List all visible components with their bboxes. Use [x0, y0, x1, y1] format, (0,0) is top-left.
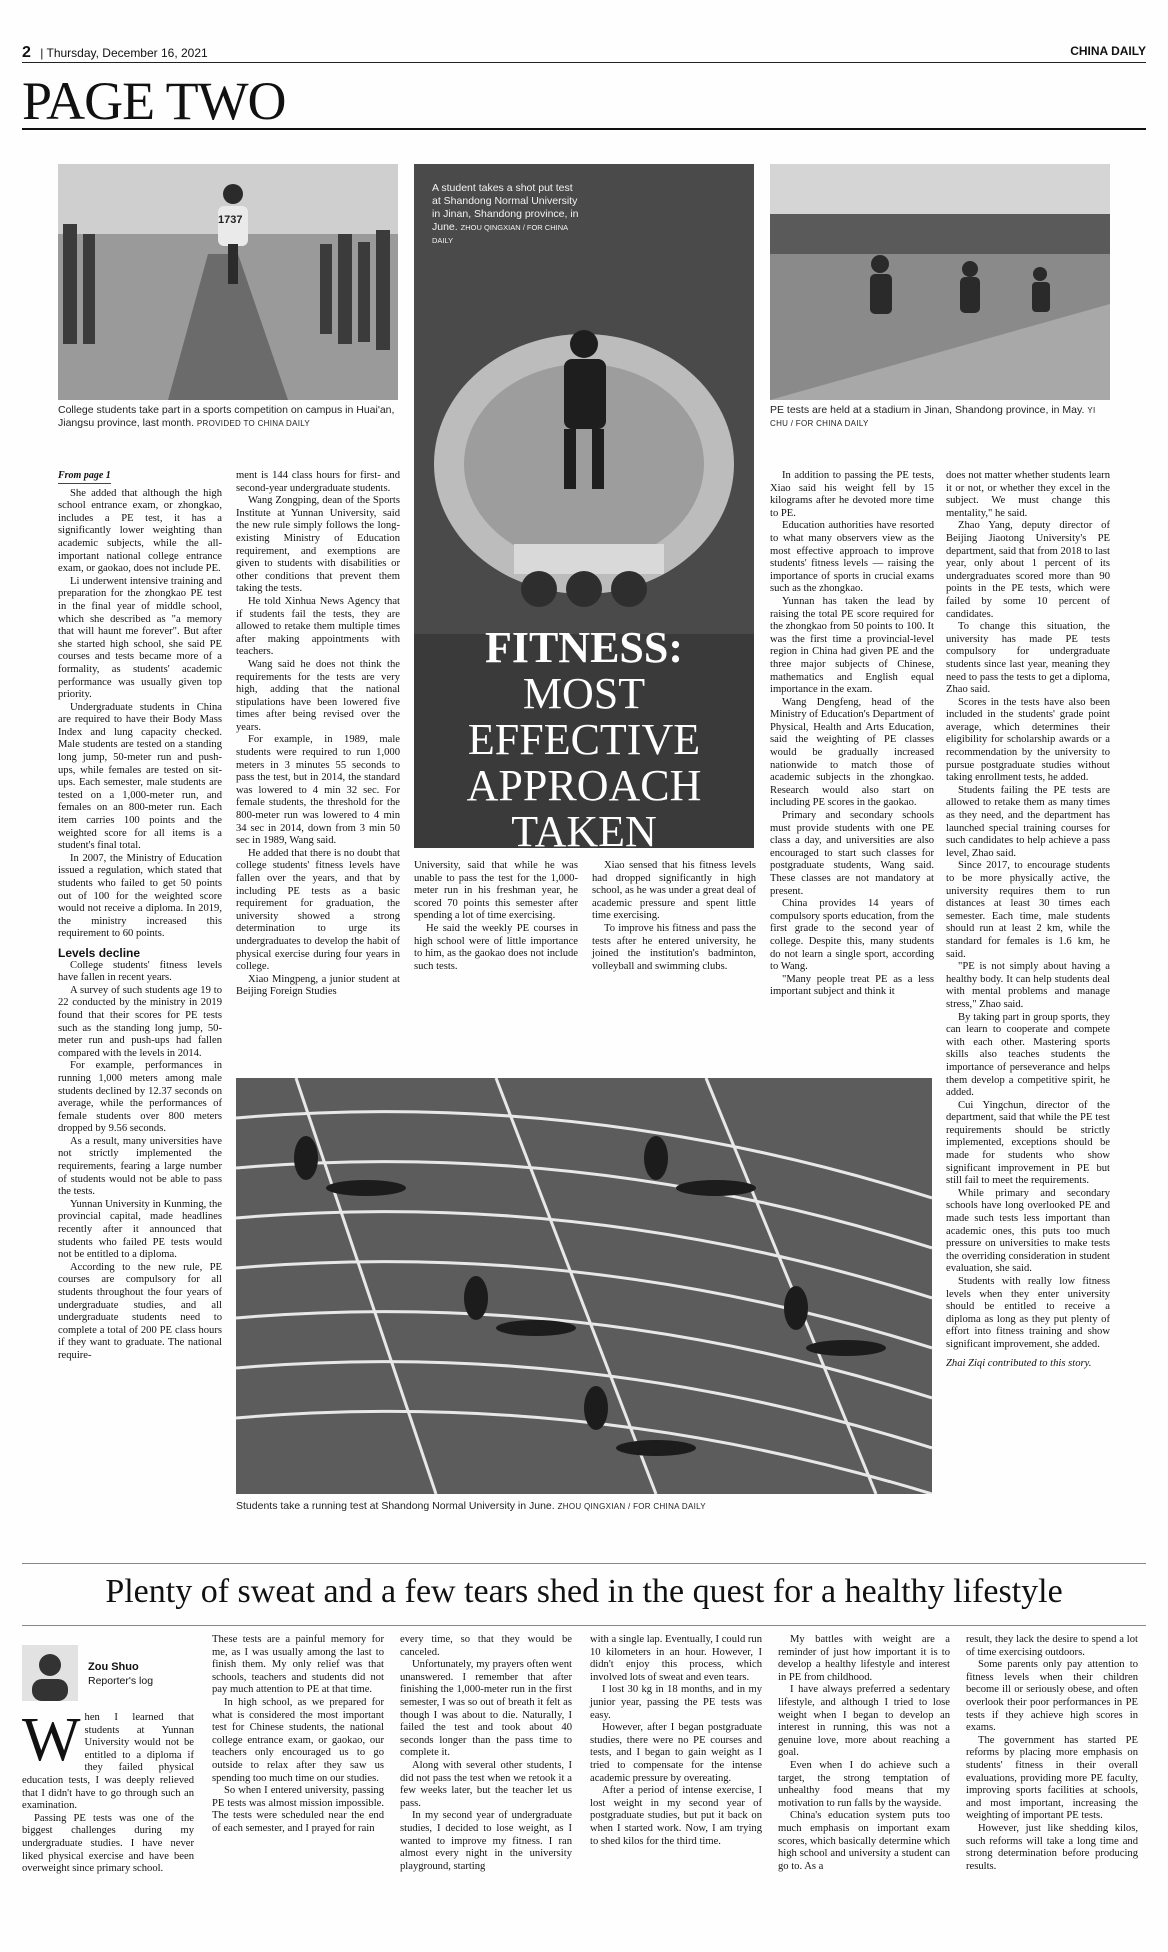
paragraph: In addition to passing the PE tests, Xiao said his weight fell by 15 kilograms after he devoted more time to PE.: [770, 470, 934, 519]
avatar: [22, 1645, 78, 1701]
header-rule: [22, 62, 1146, 63]
paragraph: So when I entered university, passing PE tests was almost mission impossible. The tests were scheduled near the end of each semester, and I prayed for rain: [212, 1785, 384, 1834]
photo-running-track: [236, 1078, 932, 1494]
paragraph: He said the weekly PE courses in high school were of little importance to him, as the gaokao does not include such tests.: [414, 922, 578, 972]
author-role: Reporter's log: [88, 1675, 154, 1687]
paragraph: After a period of intense exercise, I lost weight in my second year of postgraduate studies, but put it back on when I started work. Now, I am trying to shed kilos for the third time.: [590, 1785, 762, 1847]
paragraph: Wang said he does not think the requirements for the tests are very high, adding that the national stipulations have been lowered five times after being revised over the years.: [236, 658, 400, 733]
log-column-5: [778, 1634, 950, 1873]
headline-line-4: APPROACH: [466, 761, 702, 810]
running-track-image: [236, 1078, 932, 1494]
paragraph: To improve his fitness and pass the tests after he entered university, he joined the institution's badminton, volleyball and swimming clubs.: [592, 922, 756, 972]
log-column-1: [22, 1706, 194, 1876]
paragraph: In 2007, the Ministry of Education issued a regulation, which stated that students who failed to get 50 points out of 100 for the weighted score would not receive a diploma. In 2019, the ministry increased this requirement to 60 points.: [58, 852, 222, 940]
header-left: [22, 44, 208, 62]
paragraph: When I learned that students at Yunnan University would not be entitled to a diploma if they failed physical education tests, I was deeply relieved that I didn't have to go through such an examination.: [22, 1706, 194, 1812]
drop-cap: W: [22, 1706, 81, 1774]
paragraph: Zhao Yang, deputy director of Beijing Jiaotong University's PE department, said that from 2018 to last year, only about 1 percent of its undergraduates scored more than 90 points in the PE tests, which were failed by some 10 percent of candidates.: [946, 520, 1110, 620]
paragraph: He added that there is no doubt that college students' fitness levels have fallen over the years, and that by including PE tests as a basic requirement for graduation, the university showed a strong determination to urge its undergraduates to develop the habit of physical exercise during four years in college.: [236, 847, 400, 973]
divider: [22, 1625, 1146, 1626]
photo-stadium: [770, 164, 1110, 400]
long-jump-image: [58, 164, 398, 400]
article-column-2: [236, 470, 400, 999]
paragraph: with a single lap. Eventually, I could run 10 kilometers in an hour. However, I didn't enjoy this process, which involved lots of sweat and even tears.: [590, 1634, 763, 1683]
article-column-6: [946, 470, 1110, 1370]
log-column-6: [966, 1634, 1138, 1873]
paragraph: Li underwent intensive training and preparation for the zhongkao PE test in the final year of middle school, which she described as "a memory that will haunt me forever". But after she started high school, she said PE courses and tests became more of a formality, as students' academic performance was usually given top priority.: [58, 575, 222, 701]
paragraph: Primary and secondary schools must provide students with one PE class a day, and universities are also encouraged to start such classes for postgraduate students, Wang said. These classes are not mandatory at present.: [770, 810, 934, 897]
photo-long-jump: [58, 164, 398, 400]
paragraph: By taking part in group sports, they can learn to cooperate and compete with each other. Mastering sports skills also teaches students the importance of perseverance and helps them develop a competitive spirit, he added.: [946, 1011, 1110, 1099]
paragraph: The government has started PE reforms by placing more emphasis on students' fitness in their overall evaluations, providing more PE faculty, improving sports facilities at schools, and most important, increasing the weighting of important PE tests.: [966, 1734, 1138, 1822]
paragraph: College students' fitness levels have fallen in recent years.: [58, 959, 222, 984]
paragraph: For example, in 1989, male students were required to run 1,000 meters in 3 minutes 55 seconds to pass the test, but in 2014, the standard was lowered to 4 min 32 sec. For female students, the threshold for the 800-meter run was lowered to 4 min 34 sec in 2014, down from 3 min 50 sec in 1989, Wang said.: [236, 734, 400, 847]
paragraph: Students with really low fitness levels when they enter university should be entitled to receive a diploma as long as they put plenty of effort into fitness training and show significant improvement, she added.: [946, 1276, 1110, 1350]
paragraph: Students failing the PE tests are allowed to retake them as many times as they need, and the department has launched special training courses for such candidates to help achieve a pass level, Zhao said.: [946, 784, 1110, 859]
paragraph: University, said that while he was unable to pass the test for the 1,000-meter run in his freshman year, he scored 70 points this semester after spending a lot of time exercising.: [414, 860, 578, 922]
paragraph: My battles with weight are a reminder of just how important it is to develop a healthy lifestyle and interest in PE from childhood.: [778, 1634, 950, 1683]
paragraph: However, after I began postgraduate studies, there were no PE courses and tests, and I began to gain weight as I tried to compensate for the intense academic pressure by overeating.: [590, 1722, 762, 1784]
headline-line-2: MOST: [522, 669, 646, 718]
paragraph: Cui Yingchun, director of the department, said that while the PE test requirements should be strictly implemented, exceptions should be made for students who show significant improvement in PE but still fail to meet the requirements.: [946, 1099, 1110, 1187]
feature-headline: [414, 625, 754, 855]
photo3-caption: PE tests are held at a stadium in Jinan, Shandong province, in May. YI CHU / FOR CHINA DAILY: [770, 404, 1096, 428]
article-column-3: [414, 860, 578, 973]
headline-line-1: FITNESS:: [484, 623, 684, 672]
paragraph: result, they lack the desire to spend a lot of time exercising outdoors.: [966, 1634, 1138, 1658]
paragraph: I lost 30 kg in 18 months, and in my junior year, passing the PE tests was easy.: [590, 1684, 762, 1721]
page-number: 2: [22, 44, 31, 61]
paragraph: He told Xinhua News Agency that if students fail the tests, they are allowed to retake them multiple times after making appointments with teachers.: [236, 595, 400, 658]
divider: [22, 1563, 1146, 1564]
paragraph: every time, so that they would be canceled.: [400, 1634, 572, 1658]
paragraph: China's education system puts too much emphasis on important exam scores, which basically determine which high school and university a student can go to. As a: [778, 1810, 950, 1872]
paragraph: To change this situation, the university has made PE tests compulsory for undergraduate students since last year, meaning they need to pass the tests to get a diploma, Zhao said.: [946, 621, 1110, 696]
paragraph: For example, performances in running 1,000 meters among male students declined by 12.37 seconds on average, while the performances of female students over 800 meters dropped by 9.56 seconds.: [58, 1060, 222, 1135]
paragraph: In my second year of undergraduate studies, I decided to lose weight, as I wanted to improve my fitness. I ran almost every night in the university playground, starting: [400, 1810, 572, 1872]
feature-caption: A student takes a shot put test at Shandong Normal University in Jinan, Shandong province, in June. ZHOU QINGXIAN / FOR CHINA DAILY: [432, 182, 579, 245]
headline-line-3: EFFECTIVE: [467, 715, 701, 764]
paragraph: "Many people treat PE as a less important subject and think it: [770, 973, 934, 998]
paragraph: However, just like shedding kilos, such reforms will take a long time and strong determination before producing results.: [966, 1822, 1138, 1872]
article-column-5: [770, 470, 934, 999]
paragraph: She added that although the high school entrance exam, or zhongkao, includes a PE test, it has a significantly lower weighting than academic subjects, while the all-important national college entrance exam, or gaokao, does not include PE.: [58, 487, 222, 575]
paragraph: Undergraduate students in China are required to have their Body Mass Index and lung capacity checked. Male students are tested on a standing long jump, 50-meter run and push-ups, while females are tested on sit-ups. Each semester, male students are tested on a 1,000-meter run, and females on an 800-meter run. Each item carries 100 points and the weighted score for all items is a student's final total.: [58, 701, 222, 852]
section-title: PAGE TWO: [22, 71, 286, 131]
paragraph: Xiao sensed that his fitness levels had dropped significantly in high school, as he was under a great deal of academic pressure and spent little time exercising.: [592, 860, 756, 922]
paragraph: Passing PE tests was one of the biggest challenges during my undergraduate studies. I have never liked physical exercise and have been overweight since primary school.: [22, 1812, 194, 1875]
author-byline: [22, 1645, 202, 1701]
subheading: Levels decline: [58, 945, 141, 960]
photo1-caption: College students take part in a sports competition on campus in Huai'an, Jiangsu province, last month. PROVIDED TO CHINA DAILY: [58, 404, 395, 429]
paragraph: Along with several other students, I did not pass the test when we retook it a few weeks later, but the teacher let us pass.: [400, 1759, 572, 1809]
log-column-4: [590, 1634, 762, 1848]
log-headline: Plenty of sweat and a few tears shed in the quest for a healthy lifestyle: [105, 1573, 1063, 1610]
paragraph: "PE is not simply about having a healthy body. It can help students deal with mental problems and manage stress," Zhao said.: [946, 961, 1110, 1010]
paper-name: CHINA DAILY: [1070, 44, 1146, 58]
log-column-3: [400, 1634, 572, 1873]
paragraph: Education authorities have resorted to what many observers view as the most effective approach to improve students' fitness levels — raising the importance of sports in crucial exams such as the zhongkao.: [770, 520, 934, 595]
paragraph: In high school, as we prepared for what is considered the most important test for Chinese students, the national college entrance exam, or gaokao, our teachers only encouraged us to go outside to relax after they saw us spending too much time on our studies.: [212, 1696, 384, 1784]
athlete-bib: 1737: [218, 214, 243, 226]
paragraph: does not matter whether students learn it or not, or whether they excel in the subject. We must change this mentality," he said.: [946, 470, 1110, 519]
paragraph: ment is 144 class hours for first- and second-year undergraduate students.: [236, 470, 400, 494]
paragraph: Xiao Mingpeng, a junior student at Beijing Foreign Studies: [236, 973, 400, 998]
paragraph: Since 2017, to encourage students to be more physically active, the university requires them to run distances at least 30 times each semester. Each time, male students should run at least 2 km, while the standard for females is 1.6 km, he said.: [946, 860, 1110, 960]
author-name: Zou Shuo: [88, 1661, 139, 1673]
paragraph: Scores in the tests have also been included in the students' grade point average, which determines their eligibility for scholarship awards or a recommendation by the university to pursue postgraduate studies without taking enrollment tests, he added.: [946, 696, 1110, 784]
paragraph: While primary and secondary schools have long overlooked PE and made such tests less important than academic ones, this puts too much pressure on universities to make tests the overriding consideration in student evaluation, she said.: [946, 1187, 1110, 1275]
paragraph: As a result, many universities have not strictly implemented the requirements, fearing a large number of students would not be able to pass the tests.: [58, 1135, 222, 1198]
photo4-caption: Students take a running test at Shandong Normal University in June. ZHOU QINGXIAN / FOR CHINA DAILY: [236, 1500, 706, 1512]
log-column-2: [212, 1634, 384, 1836]
paragraph: Wang Zongping, dean of the Sports Institute at Yunnan University, said the new rule simply follows the long-existing Ministry of Education requirement, and exemptions are given to students with disabilities or other conditions that prevent them taking the tests.: [236, 495, 400, 595]
paragraph: I have always preferred a sedentary lifestyle, and although I tried to lose weight when I began to develop an interest in running, this was not a genuine love, more about reaching a goal.: [778, 1684, 950, 1759]
section-rule: [22, 128, 1146, 130]
article-column-1: [58, 470, 222, 1363]
paragraph: Wang Dengfeng, head of the Ministry of Education's Department of Physical, Health and Arts Education, said the weighting of PE classes would be gradually increased nationwide to match those of academic subjects in the zhongkao. Research would also start on including PE scores in the gaokao.: [770, 696, 934, 809]
author-portrait: [22, 1645, 78, 1701]
paragraph: Even when I do achieve such a target, the strong temptation of unhealthy food means that my motivation to run falls by the wayside.: [778, 1759, 950, 1809]
paragraph: These tests are a painful memory for me, as I was usually among the last to finish them. My only relief was that schools, teachers and students did not pay much attention to PE at that time.: [212, 1634, 384, 1696]
headline-line-5: TAKEN: [511, 807, 657, 856]
paragraph: A survey of such students age 19 to 22 conducted by the ministry in 2019 found that their scores for PE tests such as the standing long jump, 50-meter run and push-ups had fallen compared with the levels in 2014.: [58, 984, 222, 1059]
issue-date: Thursday, December 16, 2021: [46, 46, 208, 60]
header-separator: |: [40, 46, 44, 60]
contributor-note: Zhai Ziqi contributed to this story.: [946, 1357, 1092, 1369]
paragraph: China provides 14 years of compulsory sports education, from the first grade to the second year of college. Despite this, many students do not learn a single sport, according to Wang.: [770, 898, 934, 973]
paragraph: Some parents only pay attention to fitness levels when their children become ill or seriously obese, and often overlook their poor performances in PE tests if they achieve high scores in exams.: [966, 1659, 1138, 1734]
stadium-image: [770, 164, 1110, 400]
paragraph: According to the new rule, PE courses are compulsory for all students throughout the four years of undergraduate studies, and all undergraduate students need to complete a total of 200 PE class hours if they want to graduate. The national require-: [58, 1261, 222, 1361]
paragraph: Unfortunately, my prayers often went unanswered. I remember that after finishing the 1,000-meter run in the first semester, I was so out of breath it felt as though I was about to die. Naturally, I failed the test and took about 40 seconds longer than the pass time to complete it.: [400, 1659, 572, 1759]
paragraph: Yunnan has taken the lead by raising the total PE score required for the zhongkao from 50 points to 100. It was the first time a provincial-level region in China had given PE and the three major subjects of Chinese, mathematics and English equal importance in the exam.: [770, 595, 934, 696]
continued-from: From page 1: [58, 470, 111, 484]
paragraph: Yunnan University in Kunming, the provincial capital, made headlines recently after it announced that students who failed PE tests would not be entitled to a diploma.: [58, 1198, 222, 1261]
article-column-4: [592, 860, 756, 973]
